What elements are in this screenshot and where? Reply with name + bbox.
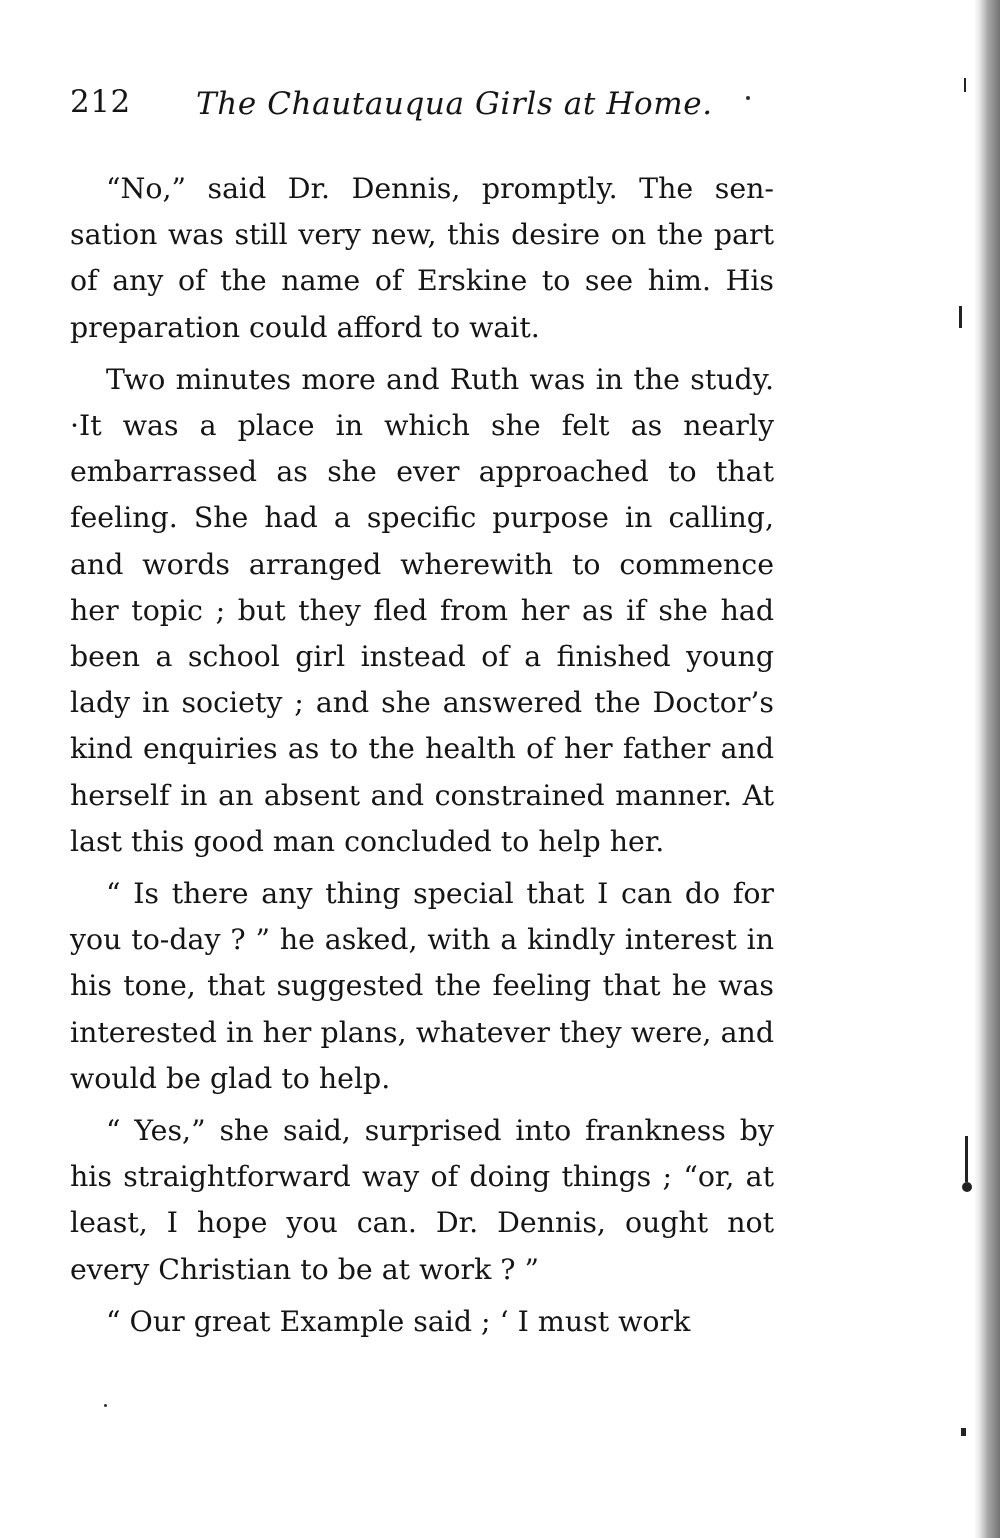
- scan-mark: [959, 306, 962, 328]
- paragraph-4: “ Yes,” she said, surprised into frankness by his straightforward way of doing things ; “or, at least, I hope you can. Dr. Dennis, ought not every Christian to be at work ? ”: [70, 1114, 774, 1286]
- scan-mark: [961, 1428, 966, 1436]
- scan-edge-shadow: [974, 0, 1000, 1538]
- scan-speck: [746, 96, 750, 100]
- paragraph-5: “ Our great Example said ; ‘ I must work: [106, 1304, 691, 1338]
- running-title: The Chautauqua Girls at Home.: [196, 86, 713, 122]
- paragraph-1: “No,” said Dr. Dennis, promptly. The sensation was still very new, this desire on the part of any of the name of Erskine to see him. His preparation could afford to wait.: [70, 172, 774, 344]
- body-text: [70, 166, 774, 1351]
- paragraph-3: “ Is there any thing special that I can do for you to-day ? ” he asked, with a kindly interest in his tone, that suggested the feeling that he was interested in her plans, whatever they were, and would be glad to help.: [70, 877, 774, 1095]
- scan-mark: [965, 1136, 968, 1182]
- paragraph-2: Two minutes more and Ruth was in the study. ·It was a place in which she felt as nearly embarrassed as she ever approached to that feeling. She had a specific purpose in calling, and words arranged wherewith to commence her topic ; but they fled from her as if she had been a school girl instead of a finished young lady in society ; and she answered the Doctor’s kind enquiries as to the health of her father and herself in an absent and constrained manner. At last this good man concluded to help her.: [70, 362, 774, 858]
- scan-mark: [962, 1182, 972, 1192]
- scan-mark: [964, 78, 966, 92]
- page-number: 212: [70, 84, 131, 120]
- page-header: [70, 84, 750, 134]
- scan-speck: [104, 1404, 107, 1407]
